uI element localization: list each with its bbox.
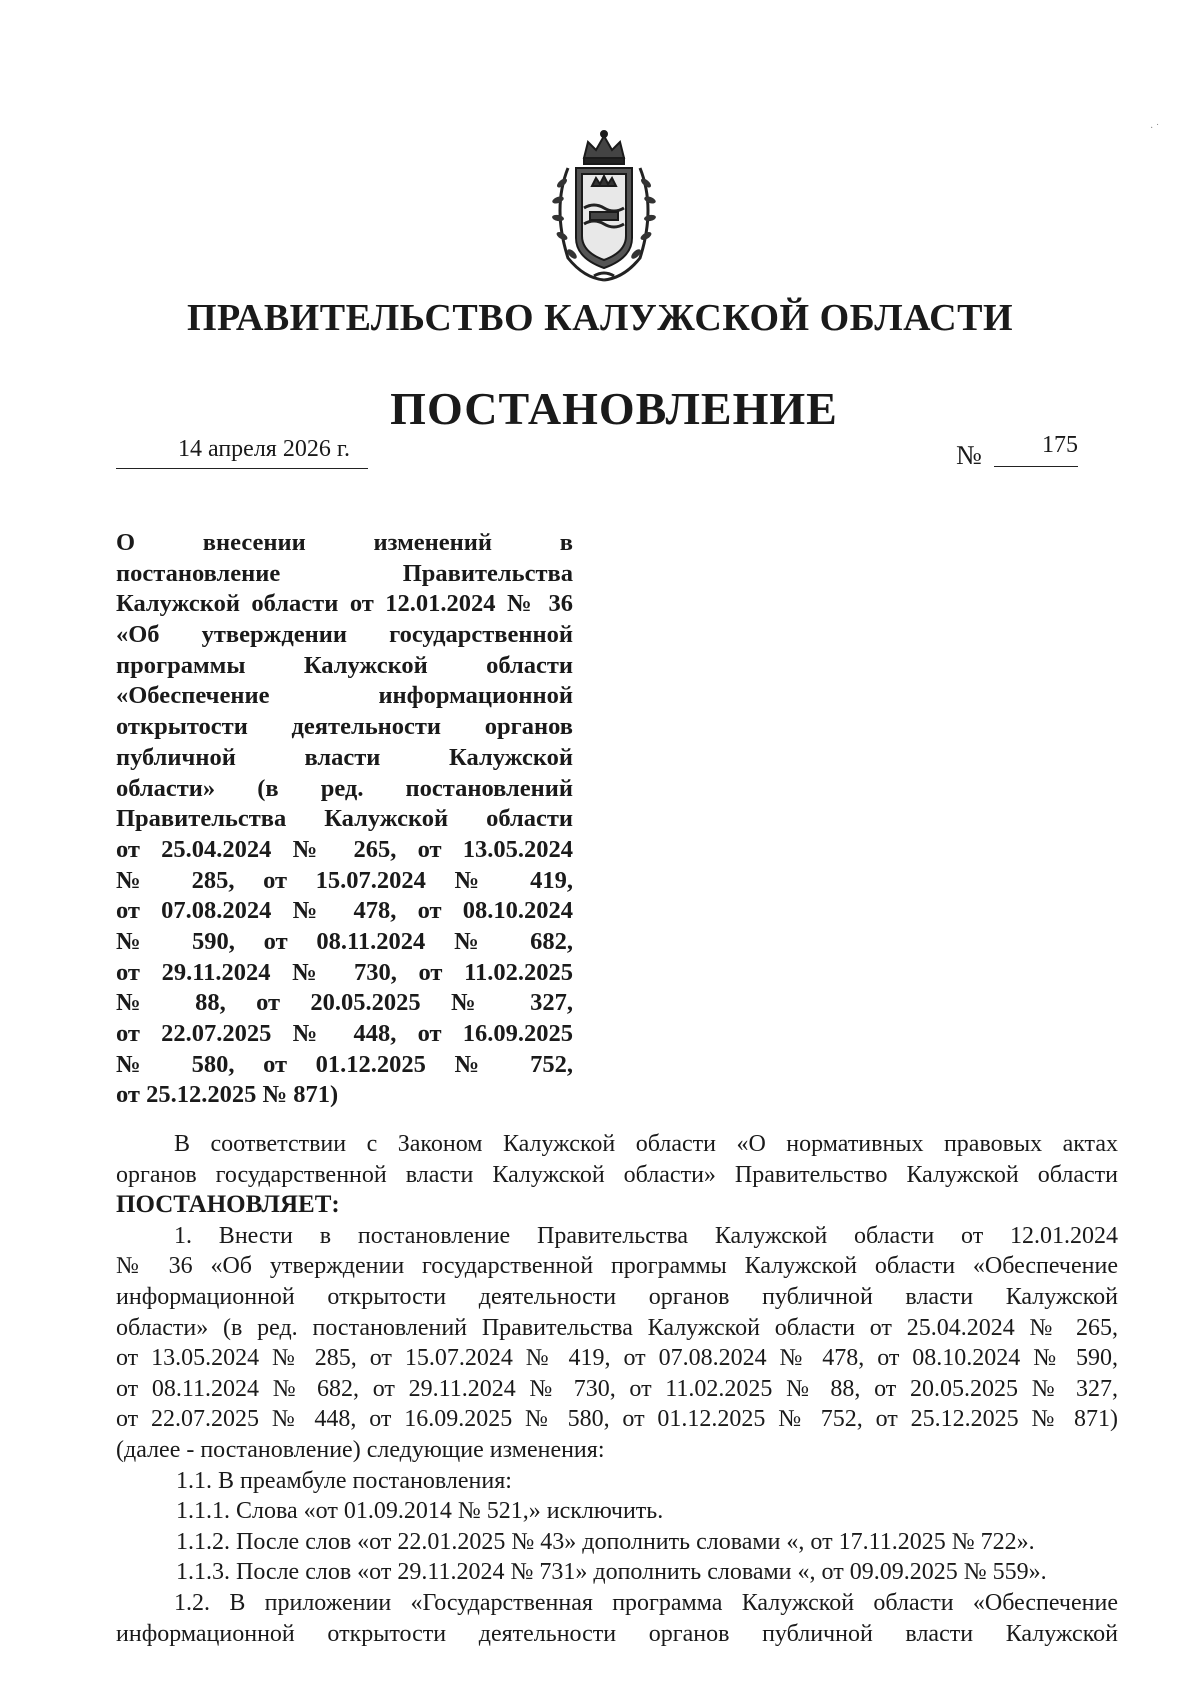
body-line: № 36 «Об утверждении государственной программы Калужской области «Обеспечение — [116, 1253, 1118, 1280]
subject-line: области» (в ред. постановлений — [116, 774, 573, 802]
subject-line: «Об утверждении государственной — [116, 621, 573, 649]
body-line: от 22.07.2025 № 448, от 16.09.2025 № 580, от 01.12.2025 № 752, от 25.12.2025 № 871) — [116, 1406, 1118, 1433]
subject-line: от 25.12.2025 № 871) — [116, 1081, 339, 1109]
date-field — [116, 436, 368, 469]
body-line: области» (в ред. постановлений Правительства Калужской области от 25.04.2024 № 265, — [116, 1314, 1118, 1341]
body-line: информационной открытости деятельности органов публичной власти Калужской — [116, 1283, 1118, 1310]
body-line: 1.1.1. Слова «от 01.09.2014 № 521,» исключить. — [176, 1498, 664, 1525]
number-underline — [994, 466, 1078, 467]
subject-line: «Обеспечение информационной — [116, 682, 573, 710]
body-line: 1.1.3. После слов «от 29.11.2024 № 731» дополнить словами «, от 09.09.2025 № 559». — [176, 1559, 1047, 1586]
subject-line: от 22.07.2025 № 448, от 16.09.2025 — [116, 1020, 573, 1047]
body-line: 1.1. В преамбуле постановления: — [176, 1467, 512, 1494]
body-line: от 13.05.2024 № 285, от 15.07.2024 № 419, от 07.08.2024 № 478, от 08.10.2024 № 590, — [116, 1345, 1118, 1372]
body-line: 1. Внести в постановление Правительства Калужской области от 12.01.2024 — [174, 1222, 1118, 1249]
subject-line: от 29.11.2024 № 730, от 11.02.2025 — [116, 958, 573, 986]
subject-line: от 25.04.2024 № 265, от 13.05.2024 — [116, 835, 573, 863]
body-line-decree: ПОСТАНОВЛЯЕТ: — [116, 1191, 340, 1219]
scan-artifact: · ˙ — [1150, 123, 1160, 134]
subject-line: Калужской области от 12.01.2024 № 36 — [116, 590, 573, 618]
body-line: от 08.11.2024 № 682, от 29.11.2024 № 730, от 11.02.2025 № 88, от 20.05.2025 № 327, — [116, 1375, 1118, 1402]
subject-line: О внесении изменений в — [116, 529, 573, 556]
body-line: (далее - постановление) следующие изменения: — [116, 1436, 605, 1463]
subject-line: открытости деятельности органов — [116, 713, 573, 741]
organization-title: ПРАВИТЕЛЬСТВО КАЛУЖСКОЙ ОБЛАСТИ — [186, 297, 1014, 339]
number-sign: № — [956, 440, 982, 470]
subject-line: № 285, от 15.07.2024 № 419, — [116, 866, 573, 894]
document-type-title: ПОСТАНОВЛЕНИЕ — [390, 383, 838, 434]
document-date: 14 апреля 2026 г. — [178, 436, 350, 462]
body-line: В соответствии с Законом Калужской области «О нормативных правовых актах — [174, 1131, 1118, 1157]
document-body — [116, 1129, 1118, 1649]
body-line: органов государственной власти Калужской области» Правительство Калужской области — [116, 1161, 1118, 1188]
subject-line: от 07.08.2024 № 478, от 08.10.2024 — [116, 897, 573, 925]
subject-line: публичной власти Калужской — [116, 743, 573, 771]
subject-line: постановление Правительства — [116, 559, 573, 587]
body-line: информационной открытости деятельности органов публичной власти Калужской — [116, 1620, 1118, 1647]
number-field — [956, 430, 1116, 470]
subject-line: Правительства Калужской области — [116, 805, 573, 833]
document-number: 175 — [1042, 432, 1078, 458]
subject-line: № 580, от 01.12.2025 № 752, — [116, 1050, 573, 1078]
body-line: 1.2. В приложении «Государственная программа Калужской области «Обеспечение — [174, 1589, 1118, 1616]
subject-line: № 590, от 08.11.2024 № 682, — [116, 927, 573, 955]
document-subject — [116, 528, 573, 1111]
subject-line: № 88, от 20.05.2025 № 327, — [116, 989, 573, 1017]
coat-of-arms-emblem — [538, 128, 670, 285]
body-line: 1.1.2. После слов «от 22.01.2025 № 43» дополнить словами «, от 17.11.2025 № 722». — [176, 1528, 1035, 1555]
subject-line: программы Калужской области — [116, 651, 573, 679]
